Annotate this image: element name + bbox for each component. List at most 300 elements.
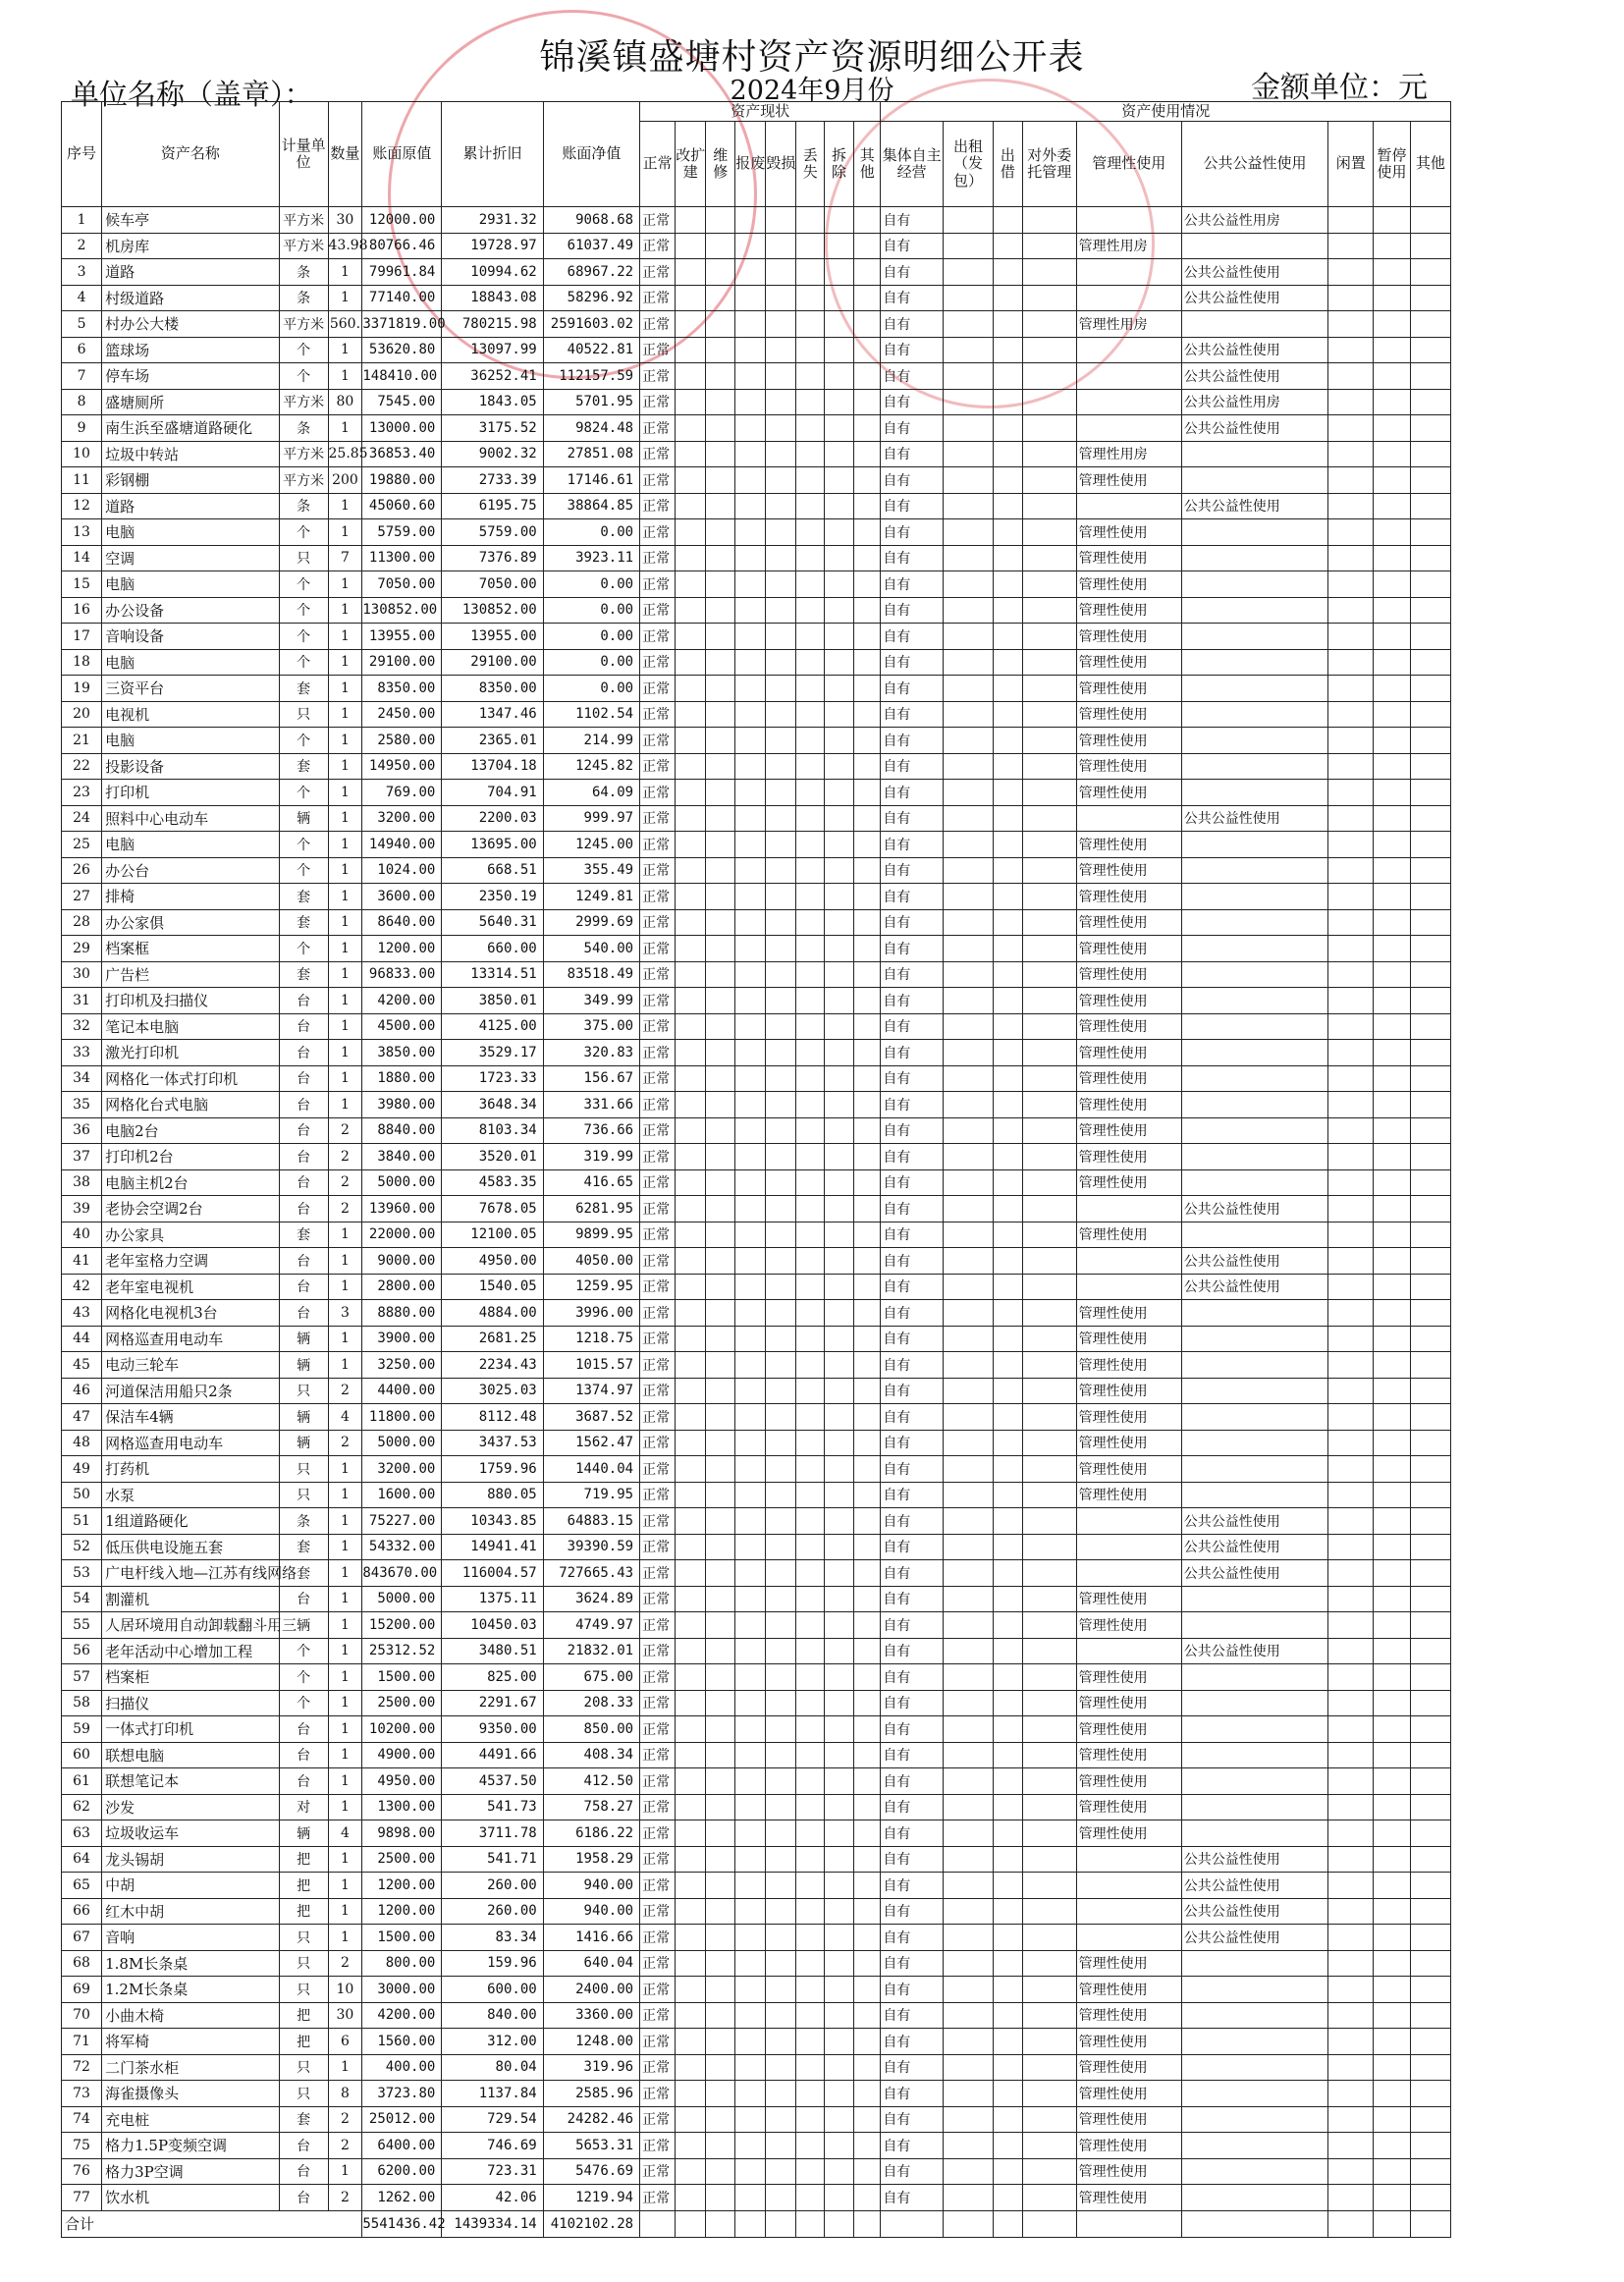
- cell-usage-management: 管理性使用: [1076, 1169, 1181, 1196]
- cell-depreciation: 3175.52: [442, 415, 543, 442]
- cell-original: 8840.00: [362, 1117, 442, 1144]
- cell-qty: 80: [328, 389, 362, 415]
- cell-original: 4950.00: [362, 1768, 442, 1795]
- table-row: [62, 961, 1451, 988]
- cell-usage-management: 管理性使用: [1076, 728, 1181, 754]
- cell-qty: 4: [328, 1820, 362, 1847]
- cell-status-normal: 正常: [640, 1873, 676, 1899]
- cell-net: 9824.48: [543, 415, 639, 442]
- cell-usage-public: [1181, 2029, 1327, 2055]
- cell-net: 1440.04: [543, 1456, 639, 1483]
- cell-depreciation: 2350.19: [442, 884, 543, 910]
- cell-depreciation: 2234.43: [442, 1352, 543, 1379]
- cell-usage-public: [1181, 2054, 1327, 2081]
- cell-usage-management: 管理性使用: [1076, 519, 1181, 546]
- cell-original: 6400.00: [362, 2133, 442, 2159]
- cell-status-normal: 正常: [640, 1092, 676, 1118]
- cell-status-normal: 正常: [640, 649, 676, 676]
- table-row: [62, 1326, 1451, 1352]
- cell-usage-self-operated: 自有: [881, 233, 944, 259]
- table-row: [62, 728, 1451, 754]
- cell-qty: 2: [328, 2133, 362, 2159]
- cell-qty: 1: [328, 1092, 362, 1118]
- cell-original: 13955.00: [362, 624, 442, 650]
- cell-seq: 43: [62, 1300, 102, 1327]
- cell-original: 7050.00: [362, 571, 442, 598]
- cell-status-normal: 正常: [640, 1482, 676, 1508]
- cell-depreciation: 42.06: [442, 2185, 543, 2211]
- cell-usage-self-operated: 自有: [881, 961, 944, 988]
- table-row: [62, 1274, 1451, 1300]
- cell-usage-public: [1181, 1430, 1327, 1456]
- cell-usage-self-operated: 自有: [881, 571, 944, 598]
- cell-depreciation: 10994.62: [442, 259, 543, 286]
- cell-unit: 平方米: [279, 311, 328, 338]
- cell-unit: 台: [279, 1065, 328, 1092]
- cell-usage-management: 管理性使用: [1076, 1065, 1181, 1092]
- cell-usage-self-operated: 自有: [881, 1274, 944, 1300]
- cell-net: 0.00: [543, 519, 639, 546]
- cell-usage-public: [1181, 624, 1327, 650]
- col-usage-leased: 出租（发包）: [943, 122, 993, 207]
- cell-unit: 个: [279, 832, 328, 858]
- cell-usage-self-operated: 自有: [881, 2106, 944, 2133]
- cell-unit: 个: [279, 780, 328, 806]
- table-row: [62, 857, 1451, 884]
- col-seq: 序号: [62, 102, 102, 207]
- cell-net: 24282.46: [543, 2106, 639, 2133]
- cell-name: 低压供电设施五套: [102, 1534, 280, 1560]
- cell-unit: 台: [279, 1742, 328, 1768]
- cell-seq: 32: [62, 1013, 102, 1040]
- cell-seq: 44: [62, 1326, 102, 1352]
- cell-seq: 75: [62, 2133, 102, 2159]
- cell-unit: 台: [279, 1248, 328, 1275]
- col-status-lost: 丢失: [796, 122, 825, 207]
- cell-name: 音响: [102, 1925, 280, 1951]
- cell-depreciation: 4491.66: [442, 1742, 543, 1768]
- cell-seq: 65: [62, 1873, 102, 1899]
- cell-depreciation: 13314.51: [442, 961, 543, 988]
- cell-net: 999.97: [543, 805, 639, 832]
- cell-usage-public: [1181, 2002, 1327, 2029]
- cell-unit: 平方米: [279, 207, 328, 234]
- cell-usage-management: 管理性用房: [1076, 233, 1181, 259]
- cell-usage-public: [1181, 1690, 1327, 1716]
- cell-usage-self-operated: 自有: [881, 363, 944, 390]
- table-row: [62, 1977, 1451, 2003]
- cell-status-normal: 正常: [640, 936, 676, 962]
- cell-status-normal: 正常: [640, 441, 676, 467]
- cell-original: 5000.00: [362, 1430, 442, 1456]
- cell-status-normal: 正常: [640, 259, 676, 286]
- cell-status-normal: 正常: [640, 857, 676, 884]
- table-row: [62, 753, 1451, 780]
- cell-qty: 1: [328, 571, 362, 598]
- cell-qty: 1: [328, 1534, 362, 1560]
- cell-unit: 台: [279, 1040, 328, 1066]
- cell-unit: 台: [279, 1586, 328, 1612]
- cell-usage-self-operated: 自有: [881, 311, 944, 338]
- cell-unit: 个: [279, 363, 328, 390]
- cell-usage-management: 管理性使用: [1076, 936, 1181, 962]
- cell-name: 一体式打印机: [102, 1716, 280, 1743]
- cell-name: 老年活动中心增加工程: [102, 1638, 280, 1664]
- cell-original: 4500.00: [362, 1013, 442, 1040]
- cell-status-normal: 正常: [640, 1456, 676, 1483]
- cell-usage-management: 管理性使用: [1076, 1404, 1181, 1431]
- cell-usage-management: 管理性使用: [1076, 1117, 1181, 1144]
- cell-qty: 7: [328, 545, 362, 571]
- table-row: [62, 676, 1451, 702]
- cell-net: 349.99: [543, 988, 639, 1014]
- cell-qty: 1: [328, 1508, 362, 1535]
- cell-name: 停车场: [102, 363, 280, 390]
- col-net: 账面净值: [543, 102, 639, 207]
- cell-usage-self-operated: 自有: [881, 780, 944, 806]
- table-row: [62, 884, 1451, 910]
- cell-qty: 1: [328, 832, 362, 858]
- cell-usage-management: 管理性使用: [1076, 1456, 1181, 1483]
- cell-name: 电视机: [102, 701, 280, 728]
- col-usage-self-operated: 集体自主经营: [881, 122, 944, 207]
- cell-qty: 1: [328, 988, 362, 1014]
- cell-status-normal: 正常: [640, 676, 676, 702]
- cell-name: 打印机及扫描仪: [102, 988, 280, 1014]
- table-row: [62, 1430, 1451, 1456]
- cell-depreciation: 3520.01: [442, 1144, 543, 1170]
- cell-name: 电动三轮车: [102, 1352, 280, 1379]
- col-group-status: 资产现状: [640, 102, 881, 122]
- cell-qty: 1: [328, 1586, 362, 1612]
- cell-original: 7545.00: [362, 389, 442, 415]
- cell-usage-public: [1181, 1820, 1327, 1847]
- cell-unit: 台: [279, 1144, 328, 1170]
- cell-usage-self-operated: 自有: [881, 649, 944, 676]
- table-row: [62, 2185, 1451, 2211]
- table-row: [62, 545, 1451, 571]
- cell-net: 6186.22: [543, 1820, 639, 1847]
- cell-seq: 47: [62, 1404, 102, 1431]
- cell-net: 64883.15: [543, 1508, 639, 1535]
- cell-seq: 29: [62, 936, 102, 962]
- cell-original: 8880.00: [362, 1300, 442, 1327]
- cell-seq: 45: [62, 1352, 102, 1379]
- cell-depreciation: 14941.41: [442, 1534, 543, 1560]
- cell-original: 3200.00: [362, 805, 442, 832]
- table-row: [62, 233, 1451, 259]
- cell-net: 940.00: [543, 1873, 639, 1899]
- cell-qty: 1: [328, 753, 362, 780]
- cell-usage-public: 公共公益性使用: [1181, 363, 1327, 390]
- cell-unit: 台: [279, 1117, 328, 1144]
- cell-seq: 21: [62, 728, 102, 754]
- cell-seq: 36: [62, 1117, 102, 1144]
- cell-status-normal: 正常: [640, 1638, 676, 1664]
- cell-net: 21832.01: [543, 1638, 639, 1664]
- cell-qty: 2: [328, 2185, 362, 2211]
- cell-seq: 71: [62, 2029, 102, 2055]
- cell-name: 扫描仪: [102, 1690, 280, 1716]
- cell-usage-public: [1181, 1716, 1327, 1743]
- cell-original: 10200.00: [362, 1716, 442, 1743]
- cell-depreciation: 260.00: [442, 1898, 543, 1925]
- cell-usage-self-operated: 自有: [881, 1742, 944, 1768]
- cell-net: 758.27: [543, 1794, 639, 1820]
- cell-name: 打印机: [102, 780, 280, 806]
- cell-name: 垃圾中转站: [102, 441, 280, 467]
- cell-usage-management: 管理性使用: [1076, 2185, 1181, 2211]
- cell-qty: 6: [328, 2029, 362, 2055]
- cell-usage-management: [1076, 1196, 1181, 1222]
- cell-status-normal: 正常: [640, 780, 676, 806]
- cell-qty: 3: [328, 1300, 362, 1327]
- cell-qty: 25.85: [328, 441, 362, 467]
- cell-depreciation: 825.00: [442, 1664, 543, 1691]
- cell-net: 727665.43: [543, 1560, 639, 1587]
- cell-unit: 套: [279, 1534, 328, 1560]
- cell-usage-management: [1076, 1846, 1181, 1873]
- cell-depreciation: 3648.34: [442, 1092, 543, 1118]
- cell-seq: 20: [62, 701, 102, 728]
- cell-usage-management: 管理性使用: [1076, 1950, 1181, 1977]
- table-row: [62, 2029, 1451, 2055]
- cell-qty: 43.98: [328, 233, 362, 259]
- cell-usage-management: 管理性使用: [1076, 1977, 1181, 2003]
- cell-qty: 1: [328, 1222, 362, 1248]
- cell-usage-self-operated: 自有: [881, 1092, 944, 1118]
- cell-name: 网格巡查用电动车: [102, 1430, 280, 1456]
- cell-original: 3840.00: [362, 1144, 442, 1170]
- cell-seq: 16: [62, 597, 102, 624]
- cell-qty: 1: [328, 1326, 362, 1352]
- col-unit: 计量单位: [279, 102, 328, 207]
- cell-depreciation: 2200.03: [442, 805, 543, 832]
- table-row: [62, 1248, 1451, 1275]
- cell-net: 1958.29: [543, 1846, 639, 1873]
- cell-original: 6200.00: [362, 2158, 442, 2185]
- cell-unit: 对: [279, 1794, 328, 1820]
- cell-status-normal: 正常: [640, 2081, 676, 2107]
- cell-original: 80766.46: [362, 233, 442, 259]
- cell-usage-public: [1181, 780, 1327, 806]
- cell-depreciation: 19728.97: [442, 233, 543, 259]
- cell-qty: 2: [328, 2106, 362, 2133]
- cell-net: 319.99: [543, 1144, 639, 1170]
- cell-original: 5759.00: [362, 519, 442, 546]
- cell-seq: 14: [62, 545, 102, 571]
- cell-qty: 2: [328, 1117, 362, 1144]
- cell-net: 83518.49: [543, 961, 639, 988]
- cell-original: 1560.00: [362, 2029, 442, 2055]
- cell-usage-management: 管理性使用: [1076, 2106, 1181, 2133]
- cell-unit: 条: [279, 493, 328, 519]
- cell-qty: 1: [328, 701, 362, 728]
- cell-qty: 30: [328, 207, 362, 234]
- cell-qty: 30: [328, 2002, 362, 2029]
- cell-name: 道路: [102, 259, 280, 286]
- cell-status-normal: 正常: [640, 1898, 676, 1925]
- cell-status-normal: 正常: [640, 1378, 676, 1404]
- cell-seq: 61: [62, 1768, 102, 1795]
- cell-usage-public: [1181, 2133, 1327, 2159]
- cell-depreciation: 1759.96: [442, 1456, 543, 1483]
- table-row: [62, 1586, 1451, 1612]
- cell-name: 1.8M长条桌: [102, 1950, 280, 1977]
- cell-qty: 2: [328, 1144, 362, 1170]
- cell-net: 0.00: [543, 597, 639, 624]
- cell-status-normal: 正常: [640, 207, 676, 234]
- cell-usage-public: [1181, 1664, 1327, 1691]
- cell-usage-self-operated: 自有: [881, 1560, 944, 1587]
- cell-unit: 台: [279, 1196, 328, 1222]
- cell-depreciation: 3025.03: [442, 1378, 543, 1404]
- cell-qty: 2: [328, 1169, 362, 1196]
- cell-unit: 台: [279, 1169, 328, 1196]
- cell-depreciation: 159.96: [442, 1950, 543, 1977]
- cell-net: 112157.59: [543, 363, 639, 390]
- cell-usage-management: [1076, 415, 1181, 442]
- cell-status-normal: 正常: [640, 1664, 676, 1691]
- cell-usage-self-operated: 自有: [881, 2133, 944, 2159]
- col-usage-entrusted: 对外委托管理: [1022, 122, 1076, 207]
- cell-net: 408.34: [543, 1742, 639, 1768]
- cell-usage-public: [1181, 1482, 1327, 1508]
- cell-original: 14950.00: [362, 753, 442, 780]
- cell-usage-management: [1076, 285, 1181, 311]
- cell-status-normal: 正常: [640, 1117, 676, 1144]
- cell-seq: 28: [62, 909, 102, 936]
- cell-net: 1218.75: [543, 1326, 639, 1352]
- cell-name: 打印机2台: [102, 1144, 280, 1170]
- cell-usage-management: 管理性使用: [1076, 649, 1181, 676]
- cell-usage-management: 管理性使用: [1076, 1144, 1181, 1170]
- table-row: [62, 311, 1451, 338]
- asset-rows: [62, 207, 1451, 2211]
- cell-depreciation: 6195.75: [442, 493, 543, 519]
- cell-original: 1200.00: [362, 936, 442, 962]
- cell-unit: 只: [279, 1378, 328, 1404]
- cell-status-normal: 正常: [640, 1352, 676, 1379]
- cell-unit: 只: [279, 1925, 328, 1951]
- cell-usage-management: [1076, 1638, 1181, 1664]
- cell-unit: 辆: [279, 1326, 328, 1352]
- table-row: [62, 467, 1451, 494]
- cell-original: 25012.00: [362, 2106, 442, 2133]
- cell-seq: 64: [62, 1846, 102, 1873]
- cell-usage-self-operated: 自有: [881, 389, 944, 415]
- cell-unit: 个: [279, 936, 328, 962]
- table-row: [62, 1560, 1451, 1587]
- cell-status-normal: 正常: [640, 2106, 676, 2133]
- cell-seq: 53: [62, 1560, 102, 1587]
- cell-usage-self-operated: 自有: [881, 1326, 944, 1352]
- cell-unit: 把: [279, 2029, 328, 2055]
- total-net: 4102102.28: [543, 2210, 639, 2237]
- cell-usage-public: [1181, 753, 1327, 780]
- cell-unit: 个: [279, 1690, 328, 1716]
- table-row: [62, 207, 1451, 234]
- cell-seq: 69: [62, 1977, 102, 2003]
- cell-usage-management: 管理性使用: [1076, 571, 1181, 598]
- cell-unit: 辆: [279, 1612, 328, 1639]
- cell-unit: 个: [279, 519, 328, 546]
- cell-status-normal: 正常: [640, 337, 676, 363]
- cell-usage-self-operated: 自有: [881, 988, 944, 1014]
- cell-status-normal: 正常: [640, 1300, 676, 1327]
- cell-depreciation: 7678.05: [442, 1196, 543, 1222]
- cell-unit: 平方米: [279, 441, 328, 467]
- cell-usage-management: 管理性使用: [1076, 1820, 1181, 1847]
- cell-status-normal: 正常: [640, 2185, 676, 2211]
- cell-unit: 个: [279, 597, 328, 624]
- cell-depreciation: 1540.05: [442, 1274, 543, 1300]
- cell-original: 3200.00: [362, 1456, 442, 1483]
- cell-usage-management: 管理性使用: [1076, 1768, 1181, 1795]
- cell-usage-self-operated: 自有: [881, 1222, 944, 1248]
- cell-original: 8350.00: [362, 676, 442, 702]
- cell-usage-public: [1181, 2081, 1327, 2107]
- total-depreciation: 1439334.14: [442, 2210, 543, 2237]
- table-row: [62, 259, 1451, 286]
- table-row: [62, 1065, 1451, 1092]
- cell-depreciation: 2931.32: [442, 207, 543, 234]
- cell-qty: 1: [328, 624, 362, 650]
- cell-name: 道路: [102, 493, 280, 519]
- cell-seq: 3: [62, 259, 102, 286]
- cell-usage-management: [1076, 1560, 1181, 1587]
- cell-depreciation: 660.00: [442, 936, 543, 962]
- cell-seq: 59: [62, 1716, 102, 1743]
- cell-seq: 55: [62, 1612, 102, 1639]
- cell-usage-management: 管理性使用: [1076, 1352, 1181, 1379]
- cell-unit: 只: [279, 1482, 328, 1508]
- col-usage-suspended: 暂停使用: [1374, 122, 1410, 207]
- cell-usage-management: 管理性使用: [1076, 1430, 1181, 1456]
- cell-unit: 台: [279, 988, 328, 1014]
- cell-net: 2400.00: [543, 1977, 639, 2003]
- table-row: [62, 2158, 1451, 2185]
- cell-original: 1600.00: [362, 1482, 442, 1508]
- total-row: [62, 2210, 1451, 2237]
- cell-net: 540.00: [543, 936, 639, 962]
- cell-original: 400.00: [362, 2054, 442, 2081]
- col-status-scrapped: 报废: [735, 122, 766, 207]
- cell-status-normal: 正常: [640, 1612, 676, 1639]
- col-status-demolished: 拆除: [825, 122, 854, 207]
- table-row: [62, 441, 1451, 467]
- cell-name: 投影设备: [102, 753, 280, 780]
- cell-usage-public: [1181, 1222, 1327, 1248]
- table-row: [62, 519, 1451, 546]
- cell-name: 中胡: [102, 1873, 280, 1899]
- cell-net: 4749.97: [543, 1612, 639, 1639]
- cell-name: 海雀摄像头: [102, 2081, 280, 2107]
- cell-original: 843670.00: [362, 1560, 442, 1587]
- cell-name: 办公设备: [102, 597, 280, 624]
- cell-name: 广告栏: [102, 961, 280, 988]
- cell-net: 0.00: [543, 649, 639, 676]
- cell-usage-public: [1181, 311, 1327, 338]
- cell-unit: 台: [279, 1716, 328, 1743]
- cell-net: 1245.00: [543, 832, 639, 858]
- table-row: [62, 1742, 1451, 1768]
- cell-original: 3723.80: [362, 2081, 442, 2107]
- cell-usage-management: [1076, 1274, 1181, 1300]
- cell-qty: 1: [328, 728, 362, 754]
- cell-qty: 1: [328, 1690, 362, 1716]
- cell-status-normal: 正常: [640, 467, 676, 494]
